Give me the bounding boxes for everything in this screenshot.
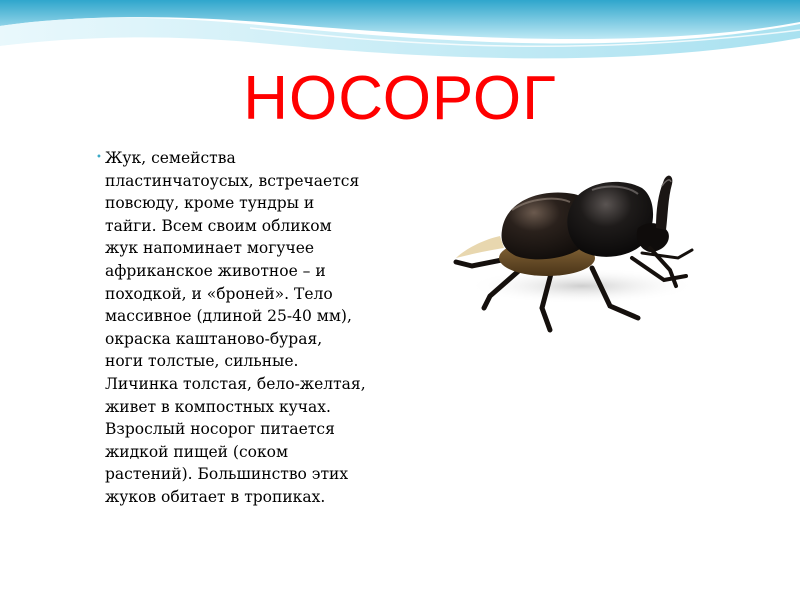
body-line: массивное (длиной 25-40 мм), — [105, 307, 352, 326]
body-line: Жук, семейства — [105, 149, 236, 167]
bullet-marker: • — [96, 152, 102, 163]
body-line: жук напоминает могучее — [105, 239, 315, 258]
body-line: африканское животное – и — [105, 261, 326, 280]
body-line: тайги. Всем своим обликом — [105, 216, 332, 235]
body-line: пластинчатоусых, встречается — [105, 171, 360, 190]
body-line: окраска каштаново-бурая, — [105, 329, 323, 348]
body-line: растений). Большинство этих — [105, 465, 349, 484]
rhinoceros-beetle-image — [442, 158, 720, 344]
body-line: Взрослый носорог питается — [105, 420, 335, 439]
body-line: походкой, и «броней». Тело — [105, 284, 333, 303]
body-line: жидкой пищей (соком — [105, 442, 289, 461]
body-line: Личинка толстая, бело-желтая, — [105, 374, 366, 393]
body-line: повсюду, кроме тундры и — [105, 194, 315, 213]
body-line: жуков обитает в тропиках. — [105, 487, 326, 506]
body-paragraph — [96, 147, 396, 509]
slide-title: НОСОРОГ — [243, 64, 557, 133]
body-line: ноги толстые, сильные. — [105, 352, 299, 371]
body-text — [96, 147, 396, 509]
body-line: живет в компостных кучах. — [105, 397, 331, 416]
